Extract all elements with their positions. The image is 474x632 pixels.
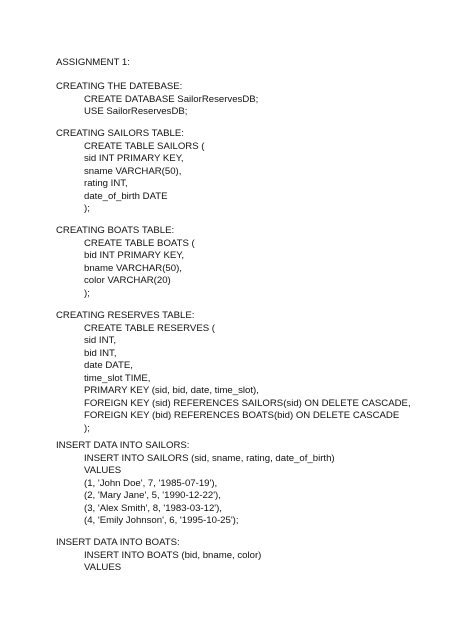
section-heading-reserves-table: CREATING RESERVES TABLE:: [56, 310, 195, 321]
code-line: bid INT,: [84, 347, 117, 359]
code-line: );: [84, 422, 90, 434]
code-line: (1, 'John Doe', 7, '1985-07-19'),: [84, 477, 218, 489]
code-line: color VARCHAR(20): [84, 275, 171, 286]
code-line: CREATE DATABASE SailorReservesDB;: [84, 93, 259, 105]
section-heading-boats-table: CREATING BOATS TABLE:: [56, 225, 175, 236]
code-line: (3, 'Alex Smith', 8, '1983-03-12'),: [84, 502, 222, 514]
code-line: sname VARCHAR(50),: [84, 165, 182, 177]
code-line: time_slot TIME,: [84, 372, 151, 384]
code-line: bname VARCHAR(50),: [84, 262, 182, 274]
section-heading-insert-boats: INSERT DATA INTO BOATS:: [56, 537, 180, 548]
code-line: CREATE TABLE RESERVES (: [84, 322, 215, 334]
code-line: date DATE,: [84, 360, 133, 371]
code-line: FOREIGN KEY (sid) REFERENCES SAILORS(sid) ON DELETE CASCADE,: [84, 397, 411, 409]
code-line: VALUES: [84, 562, 122, 573]
code-line: rating INT,: [84, 178, 128, 189]
code-line: PRIMARY KEY (sid, bid, date, time_slot),: [84, 385, 259, 396]
code-line: CREATE TABLE BOATS (: [84, 237, 195, 249]
code-line: INSERT INTO SAILORS (sid, sname, rating, date_of_birth): [84, 452, 335, 464]
section-heading-create-database: CREATING THE DATEBASE:: [56, 81, 183, 92]
code-line: CREATE TABLE SAILORS (: [84, 140, 205, 152]
code-line: sid INT PRIMARY KEY,: [84, 153, 184, 164]
section-heading-sailors-table: CREATING SAILORS TABLE:: [56, 128, 184, 139]
code-line: );: [84, 287, 90, 299]
code-line: INSERT INTO BOATS (bid, bname, color): [84, 549, 262, 561]
code-line: (2, 'Mary Jane', 5, '1990-12-22'),: [84, 490, 221, 501]
code-line: sid INT,: [84, 335, 116, 346]
code-line: bid INT PRIMARY KEY,: [84, 250, 185, 261]
code-line: (4, 'Emily Johnson', 6, '1995-10-25');: [84, 515, 239, 526]
document-title: ASSIGNMENT 1:: [56, 57, 130, 68]
code-line: USE SailorReservesDB;: [84, 106, 188, 117]
code-line: FOREIGN KEY (bid) REFERENCES BOATS(bid) ON DELETE CASCADE: [84, 410, 400, 421]
code-line: date_of_birth DATE: [84, 190, 168, 202]
code-line: );: [84, 203, 90, 214]
section-heading-insert-sailors: INSERT DATA INTO SAILORS:: [56, 440, 190, 451]
code-line: VALUES: [84, 465, 122, 476]
